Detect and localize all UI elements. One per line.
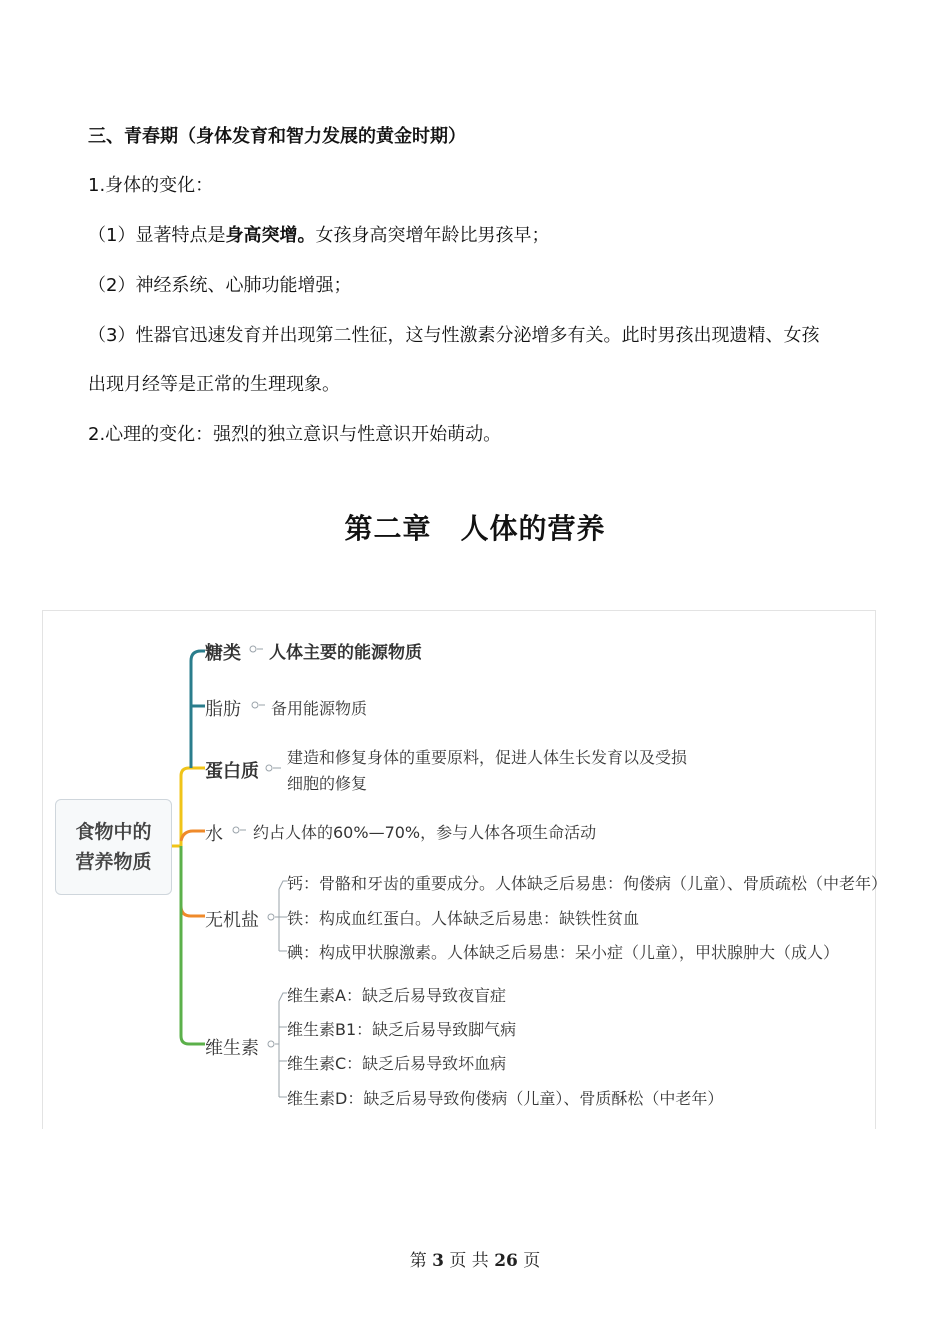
footer-middle: 页 共	[449, 1251, 489, 1271]
vitamin-b1: 维生素B1：缺乏后易导致脚气病	[287, 1020, 517, 1039]
footer-prefix: 第	[409, 1251, 427, 1271]
paragraph-height-surge	[88, 224, 549, 248]
mineral-calcium: 钙：骨骼和牙齿的重要成分。人体缺乏后易患：佝偻病（儿童）、骨质疏松（中老年）	[287, 874, 888, 893]
fat-desc: 备用能源物质	[271, 699, 368, 718]
branch-water: 水	[205, 824, 223, 845]
chapter-title: 第二章 人体的营养	[344, 512, 606, 545]
branch-sugar: 糖类	[205, 643, 241, 664]
sugar-desc: 人体主要的能源物质	[269, 643, 422, 663]
paragraph-text: 女孩身高突增年龄比男孩早；	[315, 225, 550, 246]
trunk-upper	[191, 651, 205, 726]
paragraph-nervous-system: （2）神经系统、心肺功能增强；	[88, 275, 352, 296]
trunk-vitamin	[181, 846, 205, 1044]
section-heading: 三、青春期（身体发育和智力发展的黄金时期）	[88, 126, 466, 147]
mineral-iron: 铁：构成血红蛋白。人体缺乏后易患：缺铁性贫血	[287, 909, 640, 928]
footer-suffix: 页	[523, 1251, 541, 1271]
mineral-iodine: 碘：构成甲状腺激素。人体缺乏后易患：呆小症（儿童），甲状腺肿大（成人）	[287, 943, 840, 962]
paragraph-body-changes: 1.身体的变化：	[88, 175, 214, 196]
branch-protein: 蛋白质	[205, 761, 259, 782]
protein-desc-line1: 建造和修复身体的重要原料，促进人体生长发育以及受损	[287, 748, 688, 767]
trunk-mineral	[181, 846, 205, 916]
vitamin-c: 维生素C：缺乏后易导致坏血病	[287, 1054, 507, 1073]
paragraph-psychology: 2.心理的变化：强烈的独立意识与性意识开始萌动。	[88, 424, 502, 445]
water-desc: 约占人体的60%—70%，参与人体各项生命活动	[253, 823, 597, 842]
paragraph-text: （1）显著特点是	[88, 225, 226, 246]
trunk-water	[181, 831, 205, 841]
emphasis-text: 身高突增。	[225, 225, 316, 246]
mindmap-root	[55, 799, 172, 895]
vitamin-d: 维生素D：缺乏后易导致佝偻病（儿童）、骨质酥松（中老年）	[287, 1089, 724, 1108]
branch-vitamin: 维生素	[205, 1038, 259, 1059]
total-pages: 26	[494, 1251, 518, 1271]
protein-desc-line2: 细胞的修复	[287, 774, 368, 793]
branch-mineral: 无机盐	[205, 910, 259, 931]
page-footer	[0, 1246, 950, 1271]
current-page: 3	[432, 1251, 444, 1271]
paragraph-sex-organs-line1: （3）性器官迅速发育并出现第二性征，这与性激素分泌增多有关。此时男孩出现遗精、女孩	[88, 325, 820, 346]
vitamin-a: 维生素A：缺乏后易导致夜盲症	[287, 986, 506, 1005]
branch-fat: 脂肪	[205, 699, 241, 720]
root-label-line1: 食物中的	[75, 821, 152, 843]
root-label-line2: 营养物质	[75, 851, 152, 873]
nutrients-mindmap	[42, 610, 888, 1129]
paragraph-sex-organs-line2: 出现月经等是正常的生理现象。	[88, 374, 340, 395]
